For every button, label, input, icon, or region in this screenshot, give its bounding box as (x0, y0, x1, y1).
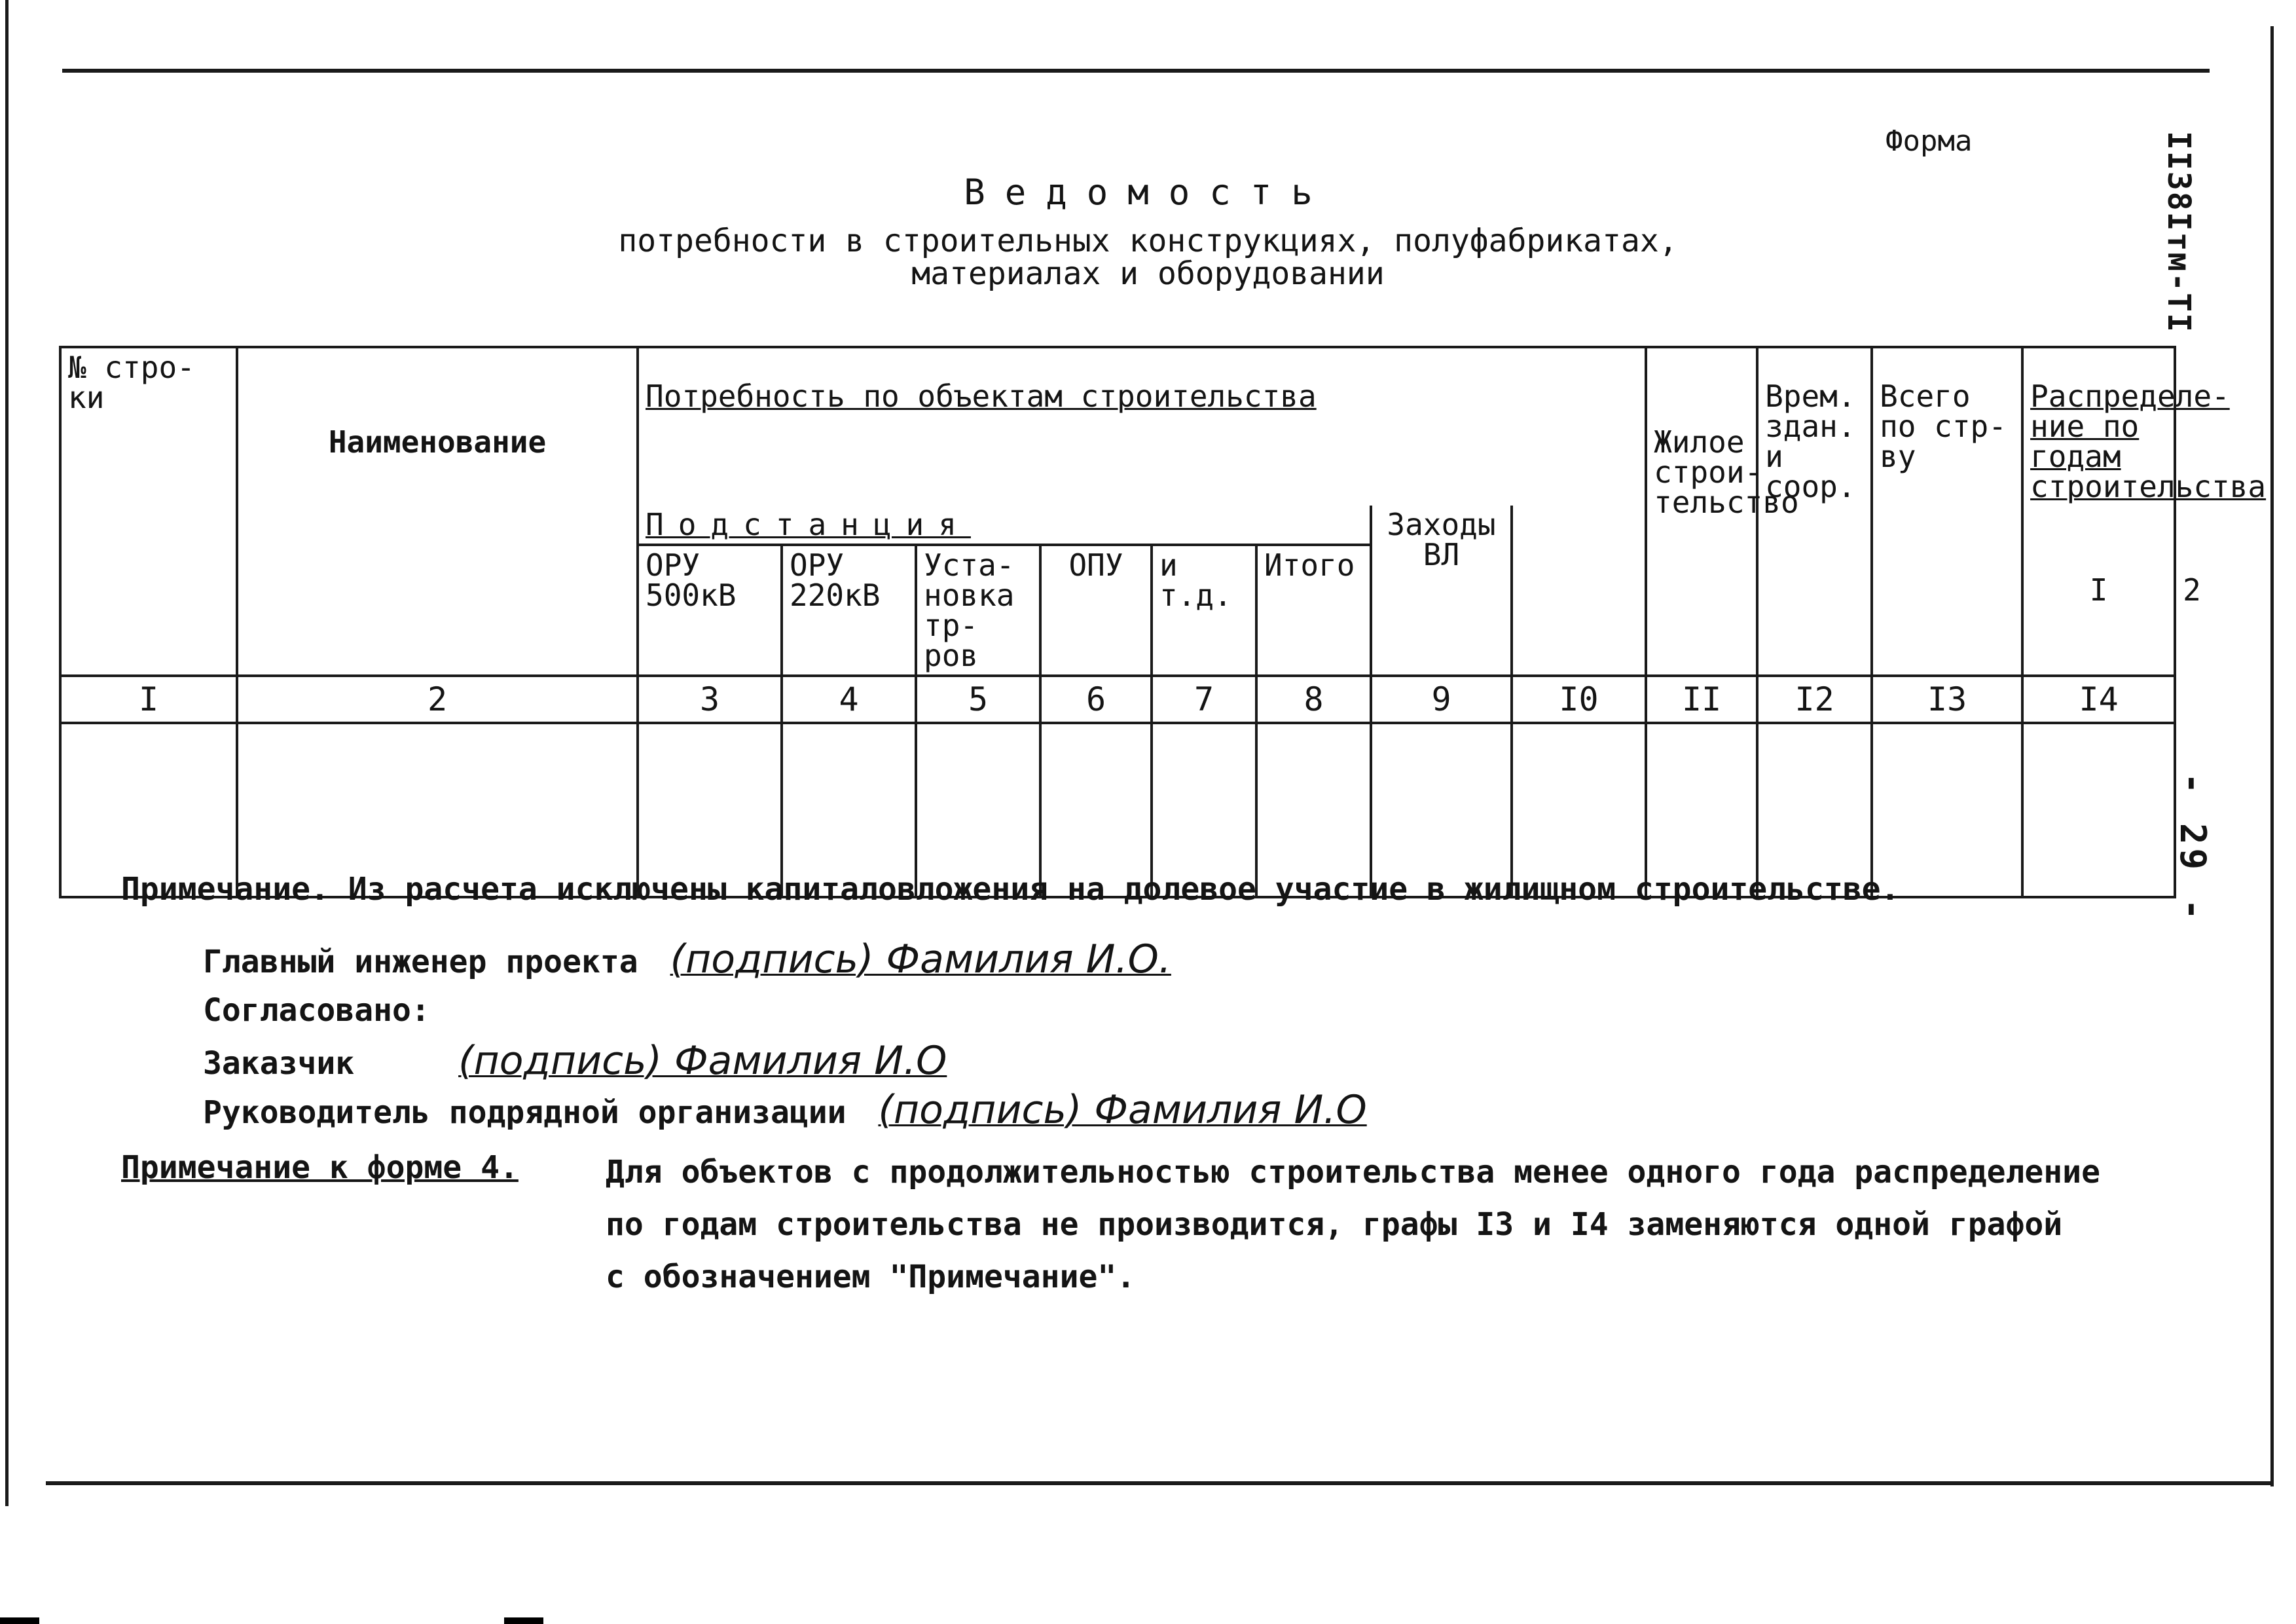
customer-label: Заказчик (203, 1045, 355, 1082)
header-total: Итого (1256, 545, 1371, 676)
form-label: Форма (1886, 124, 1973, 158)
header-transformers: Уста-новка тр-ров (916, 545, 1040, 676)
header-temporary-buildings: Врем. здан. и соор. (1757, 347, 1872, 676)
contractor-label: Руководитель подрядной организации (203, 1094, 847, 1131)
column-number: 2 (237, 676, 638, 723)
chief-engineer-signature: (подпись) Фамилия И.О. (670, 936, 1171, 982)
column-number: 6 (1040, 676, 1152, 723)
top-rule (62, 69, 2210, 73)
scan-mark (0, 1617, 39, 1624)
column-number: I4 (2022, 676, 2175, 723)
header-substations: Подстанция (638, 506, 1371, 545)
column-number: 3 (638, 676, 782, 723)
scan-mark (504, 1617, 543, 1624)
header-total-construction: Всего по стр-ву (1872, 347, 2022, 676)
form-note-line: по годам строительства не производится, графы I3 и I4 заменяются одной графой (606, 1206, 2063, 1243)
header-year-1: I (2022, 506, 2175, 676)
empty-cell (2022, 723, 2175, 897)
document-subtitle-line2: материалах и оборудовании (911, 255, 1385, 292)
column-number: 5 (916, 676, 1040, 723)
form-note-line: с обозначением "Примечание". (606, 1259, 1136, 1295)
header-row-number: № стро-ки (60, 347, 237, 676)
column-number: 8 (1256, 676, 1371, 723)
signature-customer (203, 1038, 947, 1084)
side-document-code: II38Iтм-ТI (2160, 131, 2197, 333)
note-capital-investment: Примечание. Из расчета исключены капиталовложения на долевое участие в жилищном строительстве. (121, 871, 1900, 908)
header-distribution: Распределе-ние по годам строительства (2022, 347, 2175, 506)
customer-signature: (подпись) Фамилия И.О (458, 1038, 947, 1084)
chief-engineer-label: Главный инженер проекта (203, 944, 638, 980)
column-number: I (60, 676, 237, 723)
header-etc: и т.д. (1152, 545, 1256, 676)
header-gap (1512, 506, 1646, 545)
form-note-label: Примечание к форме 4. (121, 1149, 519, 1186)
signature-chief-engineer (203, 936, 1171, 982)
demand-table: № стро-ки Наименование Потребность по объектам строительства Жилое строи-тельство Врем. здан. и соор. Всего по стр-ву Распределе-ние по годам строительства Подстанция Заходы ВЛ I 2 ОРУ 500кВ ОРУ 220кВ Уста-новка тр-ров ОПУ и т.д. Итого I 2 3 4 5 6 7 8 9 I0 II I2 I3 I4 (59, 346, 2176, 898)
column-number: II (1646, 676, 1757, 723)
header-oru-220: ОРУ 220кВ (782, 545, 916, 676)
side-page-number: - 29 - (2172, 773, 2214, 925)
form-note-text (606, 1146, 2203, 1303)
column-number: I2 (1757, 676, 1872, 723)
header-opu: ОПУ (1040, 545, 1152, 676)
column-number: I3 (1872, 676, 2022, 723)
header-oru-500: ОРУ 500кВ (638, 545, 782, 676)
column-number: 4 (782, 676, 916, 723)
column-number: 9 (1371, 676, 1512, 723)
header-housing: Жилое строи-тельство (1646, 347, 1757, 676)
header-name: Наименование (237, 347, 638, 676)
header-vl-entries: Заходы ВЛ (1371, 506, 1512, 676)
form-note-line: Для объектов с продолжительностью строительства менее одного года распределение (606, 1154, 2100, 1190)
column-number: 7 (1152, 676, 1256, 723)
document-title: Ведомость (964, 172, 1332, 213)
header-gap-lower (1512, 545, 1646, 676)
document-subtitle-line1: потребности в строительных конструкциях, полуфабрикатах, (618, 223, 1678, 259)
column-number: I0 (1512, 676, 1646, 723)
contractor-signature: (подпись) Фамилия И.О (878, 1087, 1367, 1133)
bottom-rule (46, 1481, 2272, 1485)
header-demand: Потребность по объектам строительства (638, 347, 1646, 506)
signature-contractor (203, 1087, 1367, 1133)
agreed-label: Согласовано: (203, 992, 430, 1029)
